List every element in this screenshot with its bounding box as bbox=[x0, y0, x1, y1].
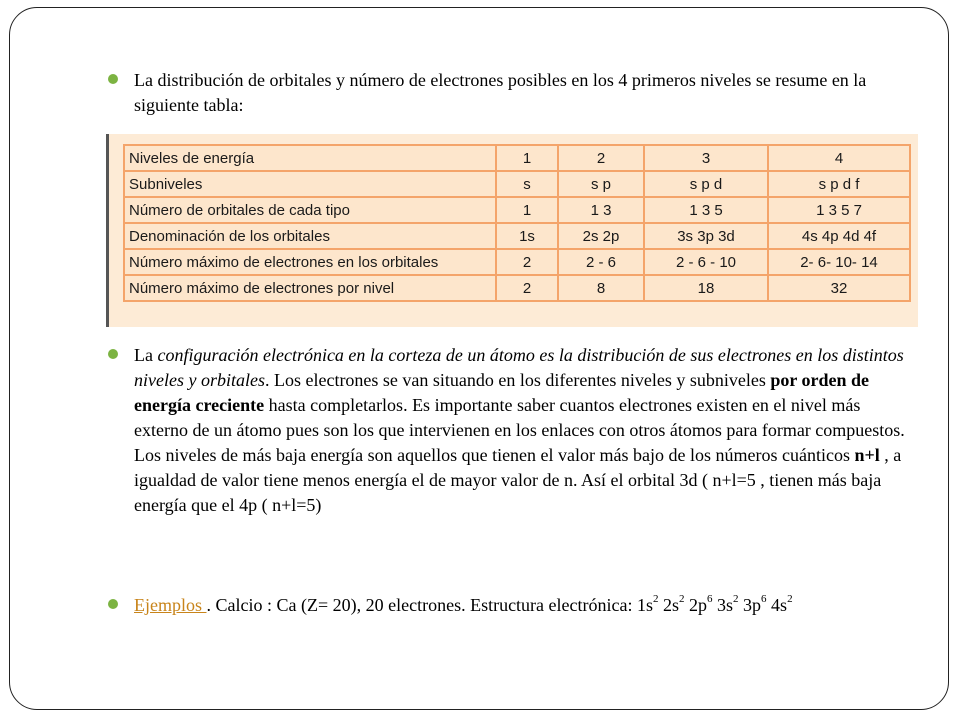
table-row bbox=[124, 145, 910, 171]
orbital-electron-count: 2 bbox=[733, 593, 739, 605]
example-text: . Calcio : Ca (Z= 20), 20 electrones. Estructura electrónica: bbox=[206, 595, 637, 615]
level-2-cell: 2 bbox=[558, 145, 644, 171]
level-1-cell: 2 bbox=[496, 249, 558, 275]
bullet-dot bbox=[108, 349, 118, 359]
level-2-cell: 2s 2p bbox=[558, 223, 644, 249]
orbital-term: 2p bbox=[684, 595, 708, 615]
level-4-cell: s p d f bbox=[768, 171, 910, 197]
level-4-cell: 2- 6- 10- 14 bbox=[768, 249, 910, 275]
config-text-3: hasta completarlos. Es importante saber cuantos electrones existen en el nivel más externo de un átomo pues son los que intervienen en los enlaces con otros átomos para formar compuestos. Los niveles de más baja energía son aquellos que tienen el valor más bajo de los números cuánticos bbox=[134, 395, 905, 465]
level-3-cell: 3 bbox=[644, 145, 768, 171]
orbital-electron-count: 2 bbox=[787, 593, 793, 605]
orbital-electron-count: 2 bbox=[653, 593, 659, 605]
row-label-cell: Subniveles bbox=[124, 171, 496, 197]
config-paragraph bbox=[134, 343, 914, 518]
row-label-cell: Número de orbitales de cada tipo bbox=[124, 197, 496, 223]
row-label-cell: Número máximo de electrones en los orbitales bbox=[124, 249, 496, 275]
orbital-term: 1s bbox=[637, 595, 654, 615]
level-1-cell: 1s bbox=[496, 223, 558, 249]
row-label-cell: Denominación de los orbitales bbox=[124, 223, 496, 249]
level-3-cell: 18 bbox=[644, 275, 768, 301]
electron-configuration bbox=[637, 595, 793, 615]
config-bold-order: por orden de energía creciente bbox=[134, 370, 870, 415]
orbital-term: 3s bbox=[712, 595, 734, 615]
orbital-term: 2s bbox=[658, 595, 680, 615]
bullet-dot bbox=[108, 599, 118, 609]
level-4-cell: 1 3 5 7 bbox=[768, 197, 910, 223]
level-2-cell: s p bbox=[558, 171, 644, 197]
table-row bbox=[124, 223, 910, 249]
config-text-2: . Los electrones se van situando en los diferentes niveles y subniveles bbox=[264, 370, 771, 390]
level-3-cell: 3s 3p 3d bbox=[644, 223, 768, 249]
intro-paragraph: La distribución de orbitales y número de electrones posibles en los 4 primeros niveles se resume en la siguiente tabla: bbox=[134, 70, 867, 115]
level-4-cell: 32 bbox=[768, 275, 910, 301]
table-row bbox=[124, 197, 910, 223]
examples-link[interactable]: Ejemplos bbox=[134, 595, 207, 615]
orbital-term: 3p bbox=[738, 595, 762, 615]
level-2-cell: 8 bbox=[558, 275, 644, 301]
level-3-cell: 1 3 5 bbox=[644, 197, 768, 223]
orbital-term: 4s bbox=[766, 595, 788, 615]
level-3-cell: 2 - 6 - 10 bbox=[644, 249, 768, 275]
table-row bbox=[124, 275, 910, 301]
level-1-cell: 1 bbox=[496, 197, 558, 223]
example-paragraph bbox=[134, 593, 914, 618]
config-bold-nl: n+l bbox=[854, 445, 880, 465]
orbital-electron-count: 6 bbox=[761, 593, 767, 605]
config-text-4: , a igualdad de valor tiene menos energía el de mayor valor de n. Así el orbital 3d ( n+l=5 , tienen más baja energía que el 4p ( n+l=5) bbox=[134, 445, 902, 515]
level-1-cell: 2 bbox=[496, 275, 558, 301]
table-row bbox=[124, 171, 910, 197]
row-label-cell: Niveles de energía bbox=[124, 145, 496, 171]
energy-levels-table bbox=[123, 144, 911, 302]
table-row bbox=[124, 249, 910, 275]
level-1-cell: 1 bbox=[496, 145, 558, 171]
orbital-electron-count: 2 bbox=[679, 593, 685, 605]
level-2-cell: 2 - 6 bbox=[558, 249, 644, 275]
orbital-electron-count: 6 bbox=[707, 593, 713, 605]
level-3-cell: s p d bbox=[644, 171, 768, 197]
level-2-cell: 1 3 bbox=[558, 197, 644, 223]
level-4-cell: 4 bbox=[768, 145, 910, 171]
row-label-cell: Número máximo de electrones por nivel bbox=[124, 275, 496, 301]
bullet-dot bbox=[108, 74, 118, 84]
level-4-cell: 4s 4p 4d 4f bbox=[768, 223, 910, 249]
config-text-1: La bbox=[134, 345, 158, 365]
energy-table-panel bbox=[106, 134, 918, 327]
level-1-cell: s bbox=[496, 171, 558, 197]
config-italic-definition: configuración electrónica en la corteza de un átomo es la distribución de sus electrones en los distintos niveles y orbitales bbox=[134, 345, 904, 390]
